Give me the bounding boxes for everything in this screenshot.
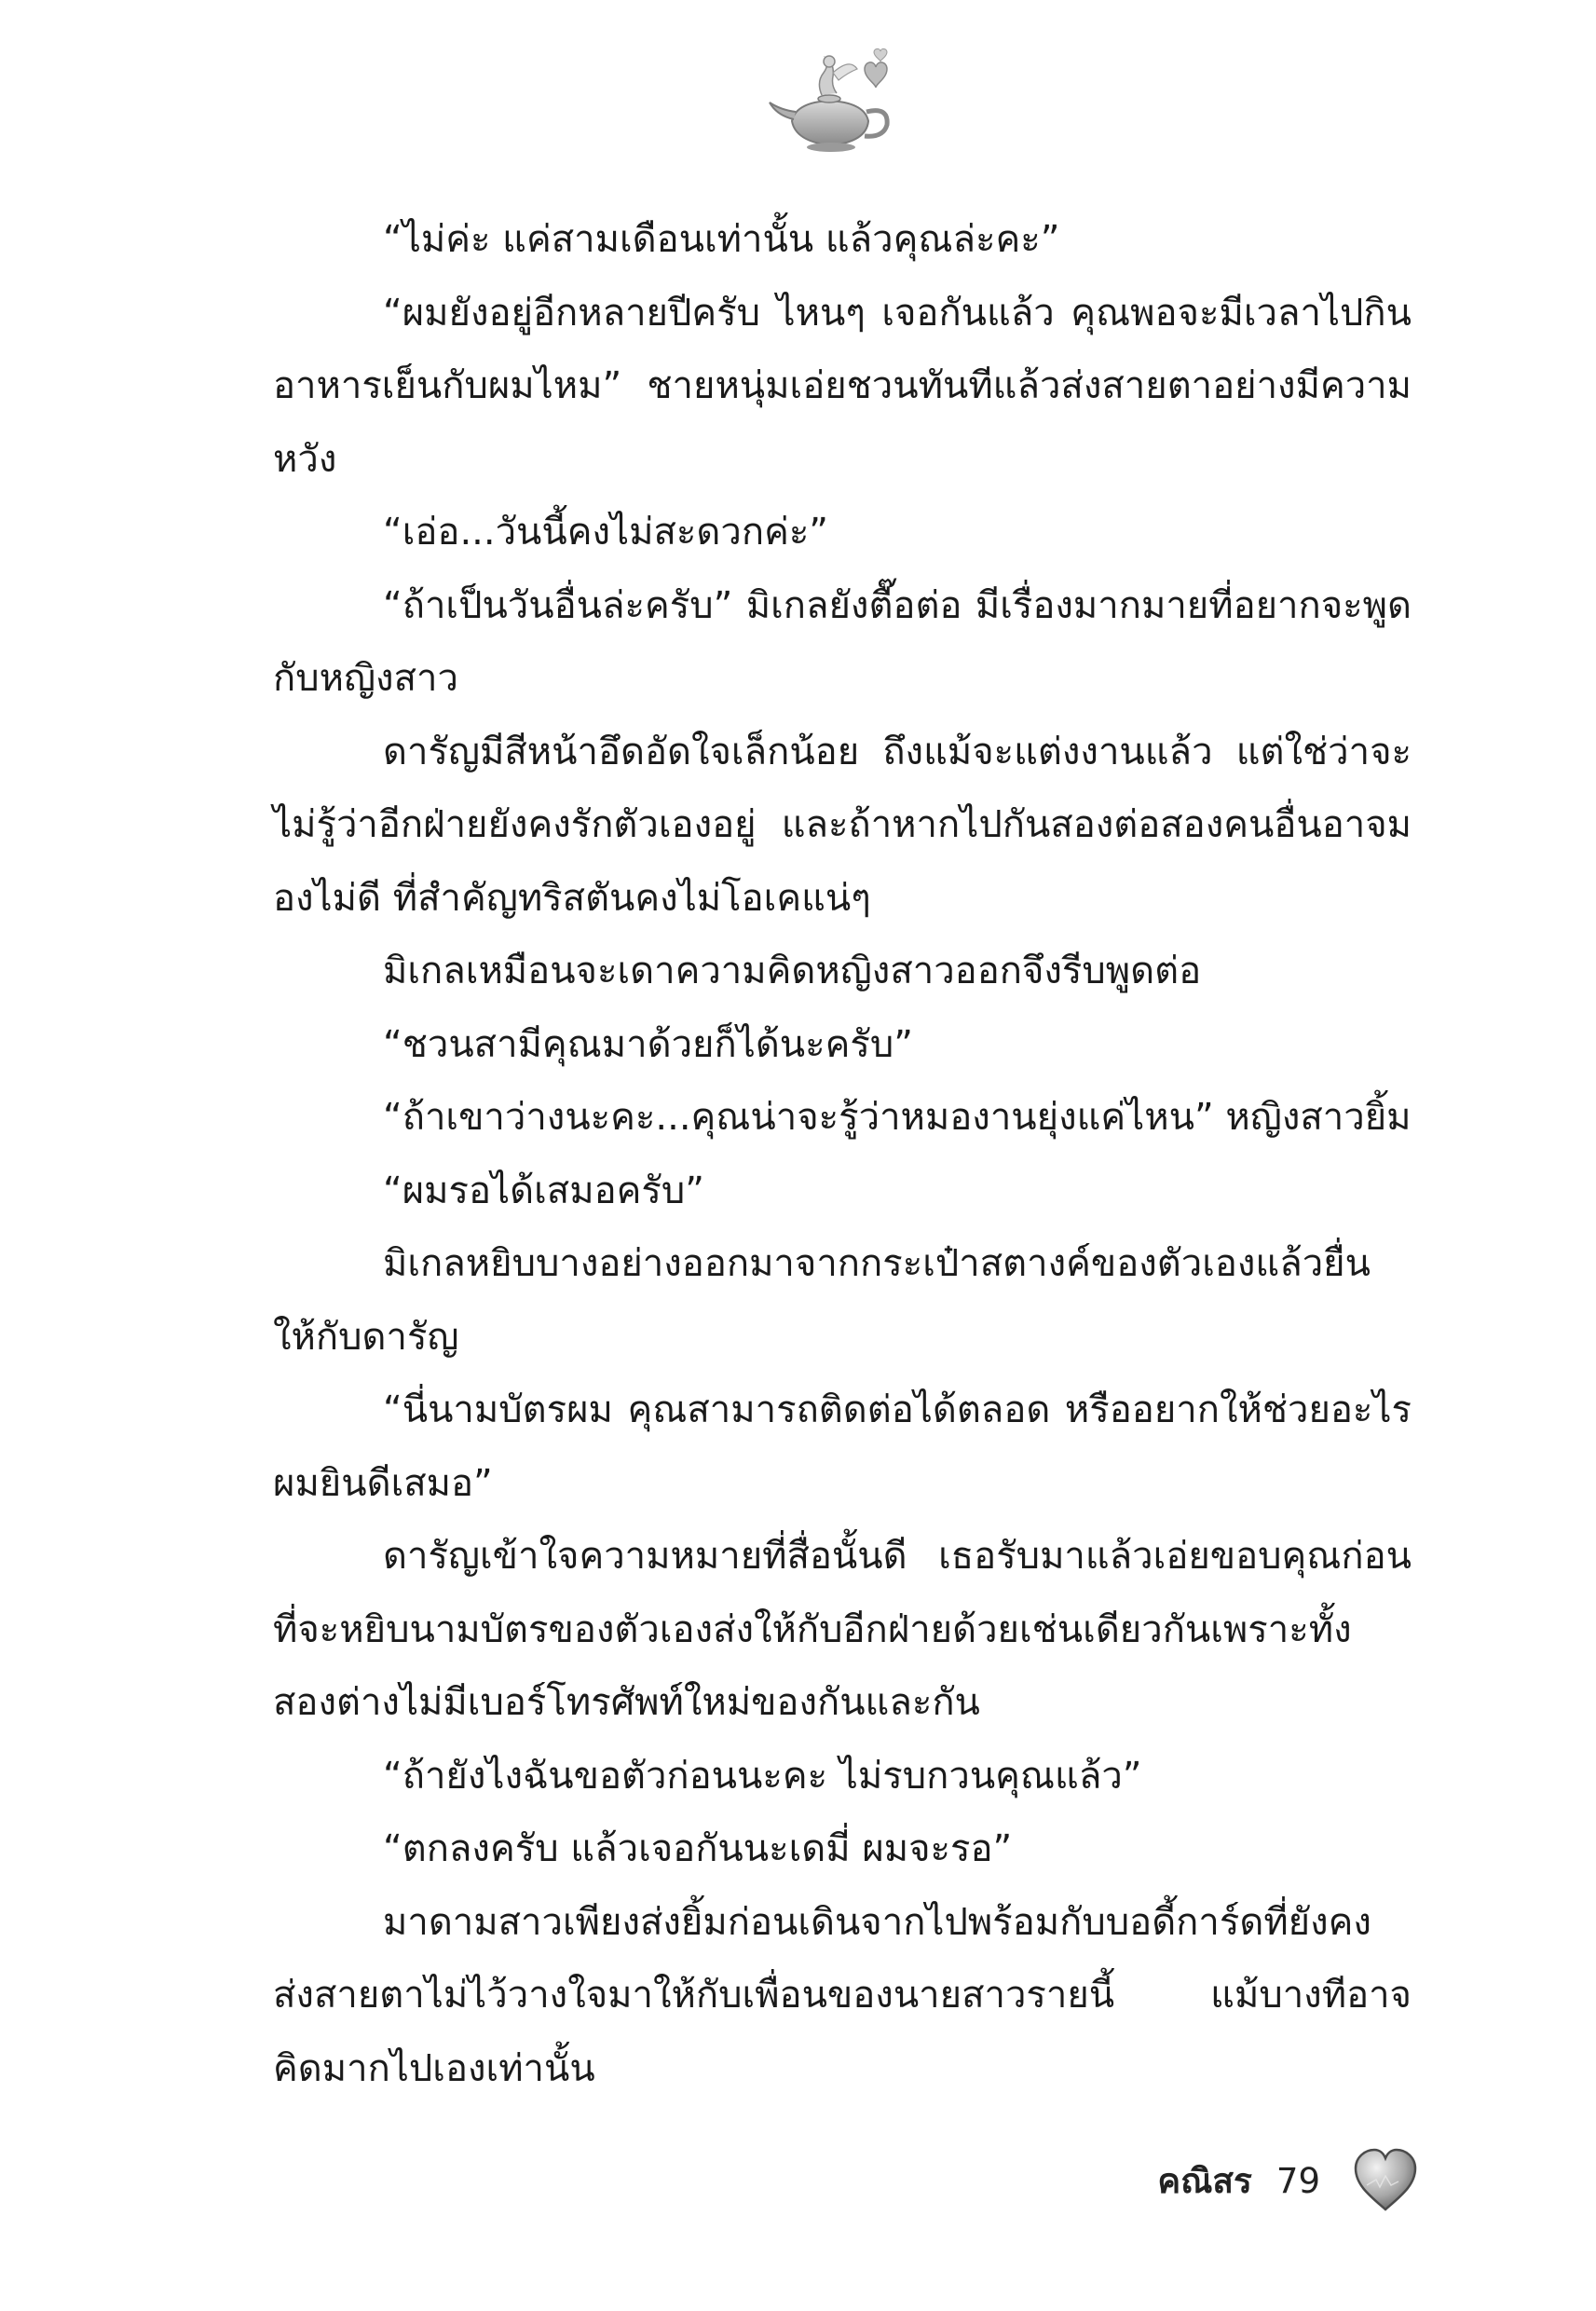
paragraph: ดารัญมีสีหน้าอึดอัดใจเล็กน้อย ถึงแม้จะแต่งงานแล้ว แต่ใช่ว่าจะไม่รู้ว่าอีกฝ่ายยังคงรักตัวเองอยู่ และถ้าหากไปกันสองต่อสองคนอื่นอาจมองไม่ดี ที่สำคัญทริสตันคงไม่โอเคแน่ๆ	[273, 730, 1412, 920]
paragraph: “ชวนสามีคุณมาด้วยก็ได้นะครับ”	[383, 1022, 913, 1066]
body-text	[273, 203, 1412, 2105]
paragraph: “ผมยังอยู่อีกหลายปีครับ ไหนๆ เจอกันแล้ว คุณพอจะมีเวลาไปกินอาหารเย็นกับผมไหม” ชายหนุ่มเอ่ยชวนทันทีแล้วส่งสายตาอย่างมีความหวัง	[273, 291, 1412, 481]
paragraph: “ถ้ายังไงฉันขอตัวก่อนนะคะ ไม่รบกวนคุณแล้ว”	[383, 1754, 1142, 1798]
paragraph: ดารัญเข้าใจความหมายที่สื่อนั้นดี เธอรับมาแล้วเอ่ยขอบคุณก่อนที่จะหยิบนามบัตรของตัวเองส่งให้กับอีกฝ่ายด้วยเช่นเดียวกันเพราะทั้งสองต่างไม่มีเบอร์โทรศัพท์ใหม่ของกันและกัน	[273, 1535, 1412, 1724]
paragraph: “ผมรอได้เสมอครับ”	[383, 1169, 704, 1212]
page-number: 79	[1275, 2160, 1320, 2201]
paragraph: “ถ้าเป็นวันอื่นล่ะครับ” มิเกลยังตื๊อต่อ มีเรื่องมากมายที่อยากจะพูดกับหญิงสาว	[273, 583, 1412, 700]
footer-title: คณิสร	[1157, 2160, 1252, 2201]
teapot-cupid-ornament-icon	[764, 48, 904, 160]
heart-icon	[1352, 2148, 1419, 2213]
paragraph: มิเกลหยิบบางอย่างออกมาจากกระเป๋าสตางค์ของตัวเองแล้วยื่นให้กับดารัญ	[273, 1242, 1371, 1359]
paragraph: มาดามสาวเพียงส่งยิ้มก่อนเดินจากไปพร้อมกับบอดี้การ์ดที่ยังคงส่งสายตาไม่ไว้วางใจมาให้กับเพื่อนของนายสาวรายนี้ แม้บางทีอาจคิดมากไปเองเท่านั้น	[273, 1900, 1412, 2090]
paragraph: “ตกลงครับ แล้วเจอกันนะเดมี่ ผมจะรอ”	[383, 1827, 1013, 1870]
paragraph: “เอ่อ...วันนี้คงไม่สะดวกค่ะ”	[383, 511, 829, 554]
paragraph: “ถ้าเขาว่างนะคะ...คุณน่าจะรู้ว่าหมองานยุ่งแค่ไหน” หญิงสาวยิ้ม	[383, 1096, 1412, 1139]
paragraph: มิเกลเหมือนจะเดาความคิดหญิงสาวออกจึงรีบพูดต่อ	[383, 950, 1202, 992]
paragraph: “ไม่ค่ะ แค่สามเดือนเท่านั้น แล้วคุณล่ะคะ”	[383, 218, 1060, 261]
page-footer	[1157, 2143, 1419, 2218]
paragraph: “นี่นามบัตรผม คุณสามารถติดต่อได้ตลอด หรืออยากให้ช่วยอะไร ผมยินดีเสมอ”	[273, 1388, 1412, 1505]
